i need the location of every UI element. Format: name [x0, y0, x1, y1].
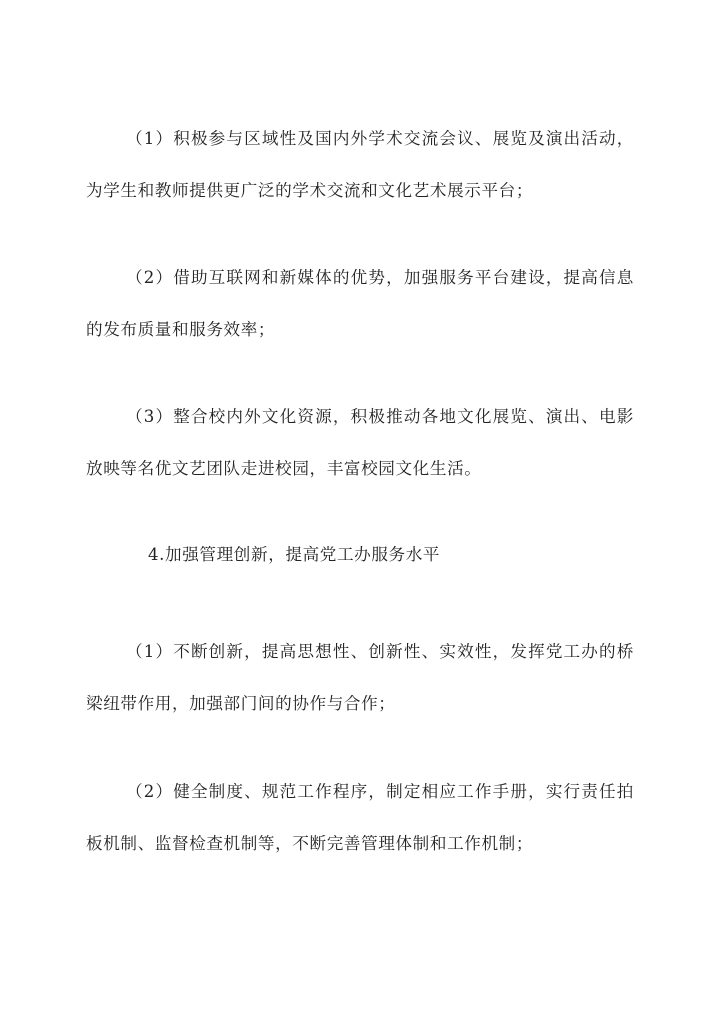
section-paragraph-1: （1）不断创新，提高思想性、创新性、实效性，发挥党工办的桥梁纽带作用，加强部门间的协作与合作； — [86, 642, 634, 713]
section-heading: 4.加强管理创新，提高党工办服务水平 — [148, 545, 441, 564]
paragraph-1: （1）积极参与区域性及国内外学术交流会议、展览及演出活动，为学生和教师提供更广泛的学术交流和文化艺术展示平台； — [86, 129, 634, 200]
paragraph-3: （3）整合校内外文化资源，积极推动各地文化展览、演出、电影放映等名优文艺团队走进校园，丰富校园文化生活。 — [86, 407, 634, 478]
paragraph-2: （2）借助互联网和新媒体的优势，加强服务平台建设，提高信息的发布质量和服务效率； — [86, 268, 634, 339]
section-paragraph-2: （2）健全制度、规范工作程序，制定相应工作手册，实行责任拍板机制、监督检查机制等，不断完善管理体制和工作机制； — [86, 782, 634, 853]
